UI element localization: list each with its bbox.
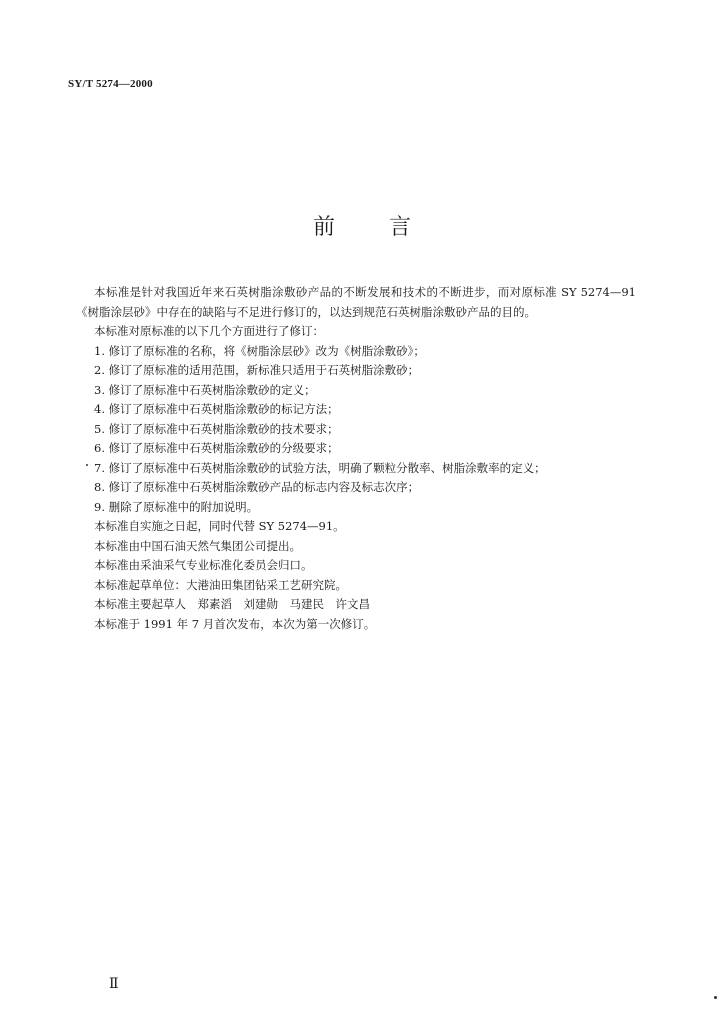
replacement-statement: 本标准自实施之日起，同时代替 SY 5274—91。: [94, 519, 345, 533]
drafting-unit-statement: 本标准起草单位：大港油田集团钻采工艺研究院。: [94, 577, 347, 592]
document-code: SY/T 5274—2000: [68, 78, 153, 90]
preface-body: [76, 283, 636, 634]
page-title: 前言: [312, 215, 465, 240]
revision-item-1: 1. 修订了原标准的名称，将《树脂涂层砂》改为《树脂涂敷砂》；: [94, 343, 425, 358]
intro-paragraph: 本标准是针对我国近年来石英树脂涂敷砂产品的不断发展和技术的不断进步，而对原标准 SY 5274—91《树脂涂层砂》中存在的缺陷与不足进行修订的，以达到规范石英树脂涂敷砂产品的目的。: [76, 285, 636, 319]
revision-item-2: 2. 修订了原标准的适用范围，新标准只适用于石英树脂涂敷砂；: [94, 363, 420, 377]
revision-item-7: 7. 修订了原标准中石英树脂涂敷砂的试验方法，明确了颗粒分散率、树脂涂敷率的定义；: [94, 460, 546, 475]
page-number: Ⅱ: [109, 977, 119, 992]
revision-item-9: 9. 删除了原标准中的附加说明。: [94, 499, 259, 514]
drafters-statement: 本标准主要起草人 郑素滔 刘建勋 马建民 许文昌: [94, 597, 370, 611]
scan-speck: [714, 996, 717, 999]
publication-history: 本标准于 1991 年 7 月首次发布，本次为第一次修订。: [94, 616, 376, 631]
revision-item-6: 6. 修订了原标准中石英树脂涂敷砂的分级要求；: [94, 441, 339, 455]
revision-item-3: 3. 修订了原标准中石英树脂涂敷砂的定义；: [94, 382, 316, 397]
revision-item-5: 5. 修订了原标准中石英树脂涂敷砂的技术要求；: [94, 421, 339, 436]
revision-item-8: 8. 修订了原标准中石英树脂涂敷砂产品的标志内容及标志次序；: [94, 480, 420, 494]
proposer-statement: 本标准由中国石油天然气集团公司提出。: [94, 538, 301, 553]
revision-item-4: 4. 修订了原标准中石英树脂涂敷砂的标记方法；: [94, 402, 339, 416]
committee-statement: 本标准由采油采气专业标准化委员会归口。: [94, 558, 313, 572]
revision-intro: 本标准对原标准的以下几个方面进行了修订：: [94, 324, 324, 338]
scan-speck: [86, 464, 88, 466]
